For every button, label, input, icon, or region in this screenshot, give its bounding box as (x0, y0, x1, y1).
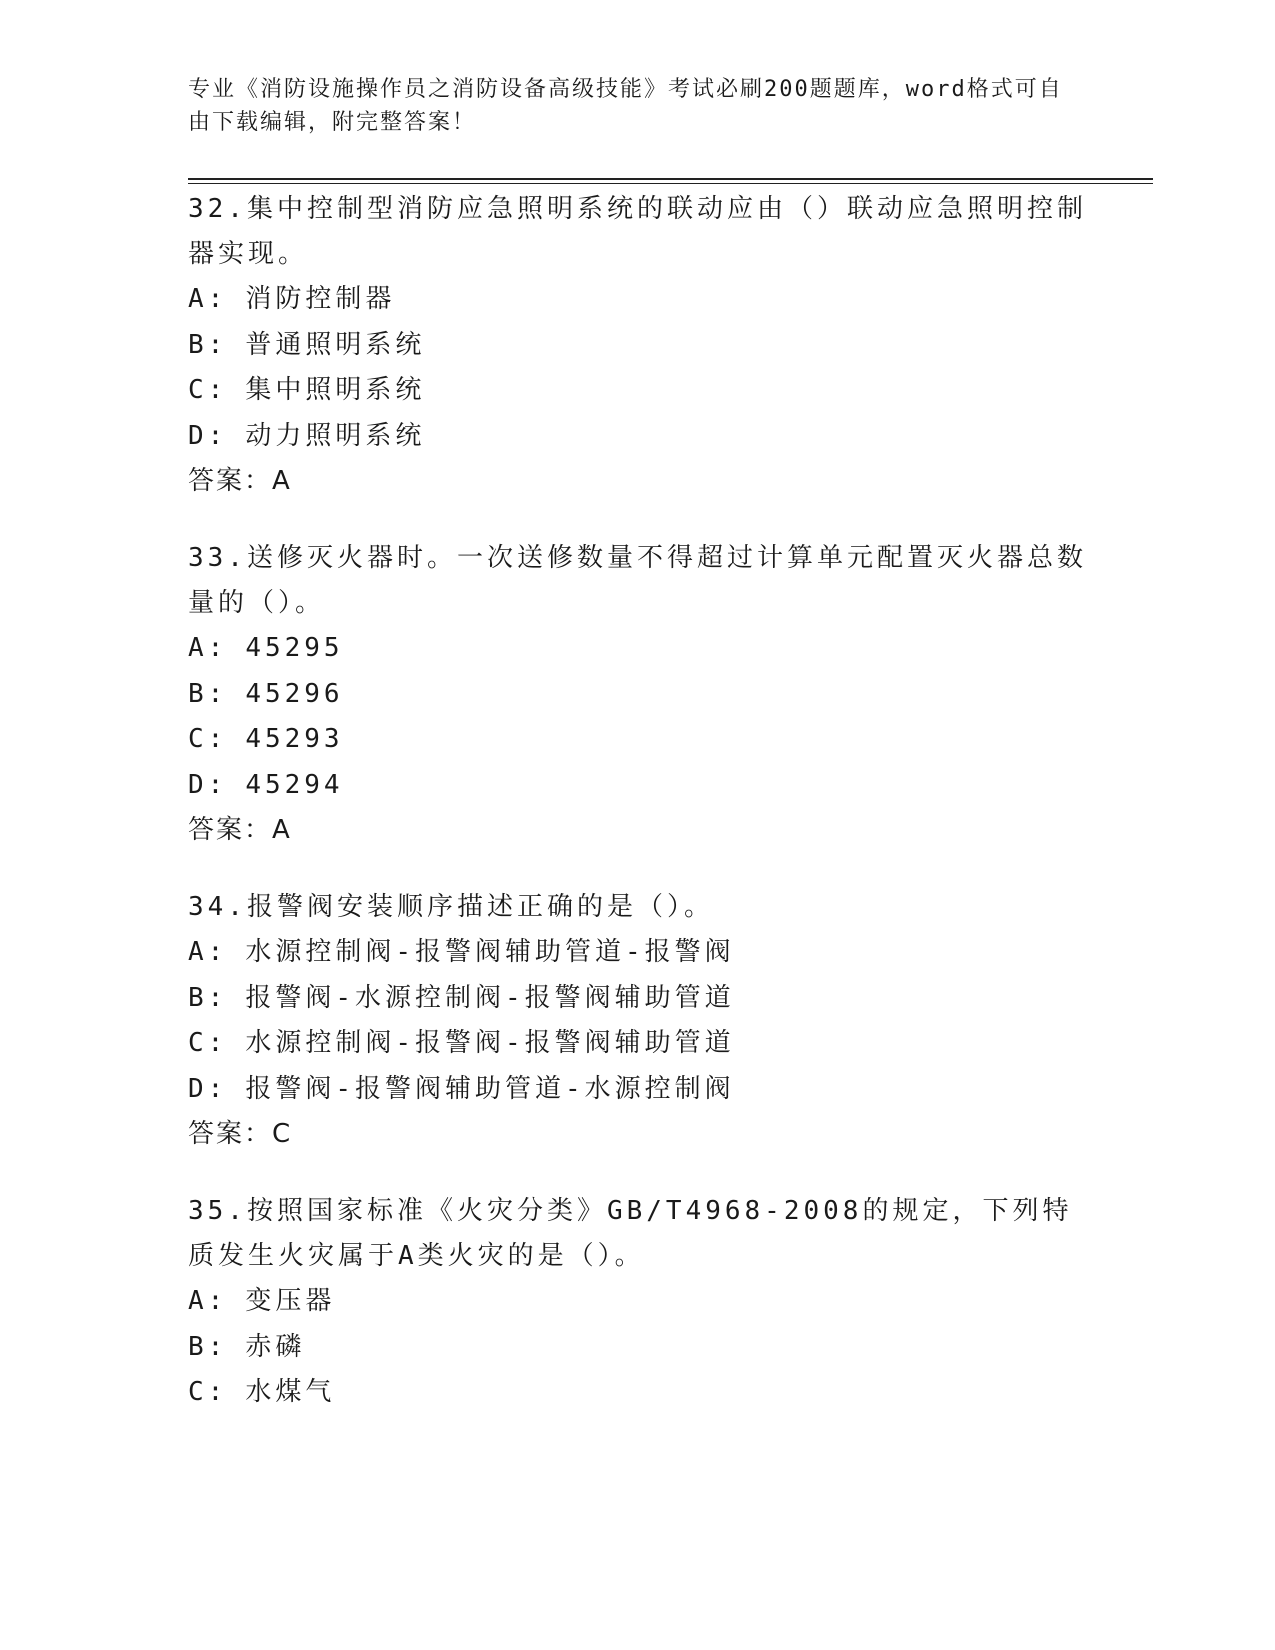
option-key: C: (188, 1028, 228, 1058)
option-key: D: (188, 420, 228, 451)
header-rule-thick (188, 178, 1153, 180)
option-text: 报警阀-报警阀辅助管道-水源控制阀 (245, 1073, 735, 1104)
option-b (188, 672, 1088, 718)
option-d (188, 414, 1088, 460)
option-key: A: (188, 1286, 228, 1316)
option-text: 集中照明系统 (245, 375, 426, 405)
answer-value: A (272, 466, 292, 496)
option-text: 45294 (245, 769, 344, 800)
option-b (188, 323, 1088, 369)
option-key: C: (188, 724, 228, 754)
option-a (188, 930, 1088, 976)
option-text: 水源控制阀-报警阀辅助管道-报警阀 (245, 937, 735, 967)
option-text: 水源控制阀-报警阀-报警阀辅助管道 (245, 1028, 735, 1058)
question-list (188, 187, 1088, 1448)
option-b (188, 976, 1088, 1022)
question-35 (188, 1189, 1088, 1416)
document-header: 专业《消防设施操作员之消防设备高级技能》考试必刷200题题库，word格式可自由下载编辑，附完整答案！ (188, 77, 1063, 135)
question-32 (188, 187, 1088, 504)
header-rule-thin (188, 183, 1153, 184)
option-key: D: (188, 769, 228, 800)
option-key: C: (188, 1377, 228, 1407)
option-d (188, 763, 1088, 809)
answer-line (188, 1112, 1088, 1157)
question-stem: 32.集中控制型消防应急照明系统的联动应由（）联动应急照明控制器实现。 (188, 194, 1087, 269)
option-a (188, 626, 1088, 672)
option-key: B: (188, 329, 228, 360)
option-text: 赤磷 (245, 1331, 306, 1362)
option-c (188, 717, 1088, 763)
question-33 (188, 536, 1088, 853)
answer-value: A (272, 815, 292, 845)
option-key: B: (188, 678, 228, 709)
option-key: C: (188, 375, 228, 405)
option-text: 动力照明系统 (245, 420, 426, 451)
option-text: 变压器 (245, 1286, 336, 1316)
question-34 (188, 885, 1088, 1157)
answer-line (188, 808, 1088, 853)
answer-label: 答案： (188, 466, 273, 496)
option-a (188, 277, 1088, 323)
option-b (188, 1325, 1088, 1371)
answer-value: C (272, 1119, 293, 1149)
question-stem: 34.报警阀安装顺序描述正确的是（）。 (188, 892, 714, 922)
option-c (188, 1370, 1088, 1416)
answer-line (188, 459, 1088, 504)
answer-label: 答案： (188, 1119, 273, 1149)
option-key: A: (188, 284, 228, 314)
option-key: A: (188, 937, 228, 967)
option-d (188, 1067, 1088, 1113)
option-text: 水煤气 (245, 1377, 336, 1407)
option-c (188, 368, 1088, 414)
option-a (188, 1279, 1088, 1325)
option-key: B: (188, 982, 228, 1013)
option-text: 报警阀-水源控制阀-报警阀辅助管道 (245, 982, 735, 1013)
option-text: 45293 (245, 724, 344, 754)
option-key: A: (188, 633, 228, 663)
option-text: 消防控制器 (245, 284, 396, 314)
option-key: B: (188, 1331, 228, 1362)
question-stem: 35.按照国家标准《火灾分类》GB/T4968-2008的规定，下列特质发生火灾属于A类火灾的是（）。 (188, 1196, 1073, 1271)
option-text: 45296 (245, 678, 344, 709)
answer-label: 答案： (188, 815, 273, 845)
question-stem: 33.送修灭火器时。一次送修数量不得超过计算单元配置灭火器总数量的（）。 (188, 543, 1087, 618)
option-text: 45295 (245, 633, 344, 663)
option-text: 普通照明系统 (245, 329, 426, 360)
option-c (188, 1021, 1088, 1067)
option-key: D: (188, 1073, 228, 1104)
